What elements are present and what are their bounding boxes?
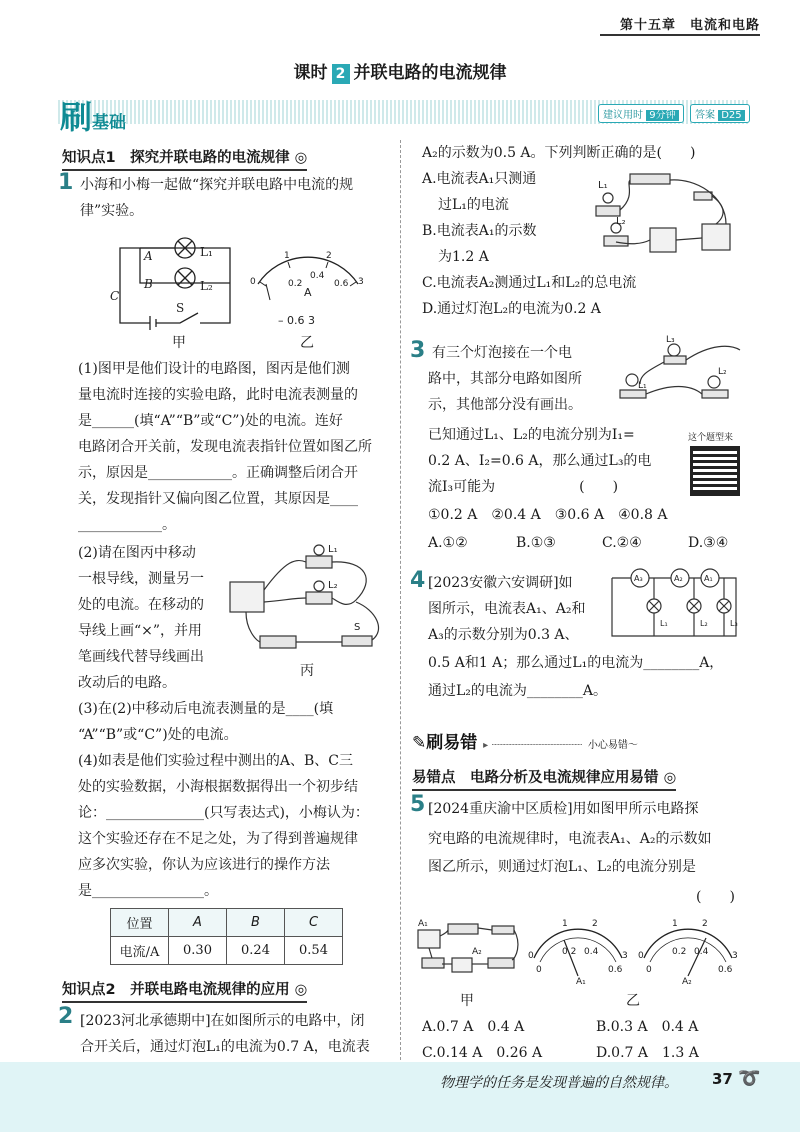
m1-tick-3: 3 <box>622 951 628 961</box>
footer-band <box>0 1062 800 1132</box>
q2-circuit-figure <box>586 166 746 262</box>
table-cell: 位置 <box>111 909 169 937</box>
q2-stem1: [2023河北承德期中]在如图所示的电路中，闭 <box>80 1013 365 1029</box>
tick-1: 1 <box>284 251 290 261</box>
q1-p2b: 一根导线，测量另一 <box>78 571 204 587</box>
footer-motto: 物理学的任务是发现普遍的自然规律。 <box>440 1075 678 1091</box>
bing-L2: L₂ <box>328 580 338 591</box>
q1-number: 1 <box>58 170 74 195</box>
q1-p2c: 处的电流。在移动的 <box>78 597 204 613</box>
q1-p3b: “A”“B”或“C”)处的电流。 <box>78 727 238 743</box>
qr-label: 这个题型来 <box>688 433 734 443</box>
section2-text: 刷易错 <box>426 733 478 753</box>
swirl-icon: ➰ <box>738 1068 761 1089</box>
table-cell: 0.54 <box>285 937 343 965</box>
answer-label: 答案 <box>695 110 715 121</box>
q5-optA: A.0.7 A 0.4 A <box>422 1019 525 1035</box>
q4-l4: 0.5 A和1 A；那么通过L₁的电流为________A， <box>428 655 724 671</box>
fig-yi-caption: 乙 <box>300 335 314 351</box>
m1-label: A₁ <box>576 977 586 986</box>
q3-L3: L₃ <box>666 335 675 345</box>
lesson-prefix: 课时 <box>293 63 328 83</box>
section2-title: ✎刷易错 ▸ ┈┈┈┈┈┈┈┈┈┈┈┈┈┈┈ 小心易错～ <box>412 733 638 753</box>
table-cell: C <box>285 909 343 937</box>
kp2-title <box>62 978 307 1003</box>
terminals: – 0.6 3 <box>278 314 315 327</box>
q3-optD: D.③④ <box>688 535 729 551</box>
q1-stem2: 律”实验。 <box>80 203 144 219</box>
m2-tick-2: 2 <box>702 919 708 929</box>
q2-stem3: A₂的示数为0.5 A。下列判断正确的是( ) <box>422 145 696 161</box>
q3-optC: C.②④ <box>602 535 642 551</box>
subtick-1: 0.2 <box>288 279 303 289</box>
m2-sub-1: 0.2 <box>672 947 687 957</box>
q1-stem1: 小海和小梅一起做“探究并联电路中电流的规 <box>80 177 354 193</box>
q1-p1e: 示，原因是____________。正确调整后闭合开 <box>78 465 358 481</box>
q1-p2a: (2)请在图丙中移动 <box>78 545 196 561</box>
q5-meter-A2 <box>636 916 740 986</box>
q5-A2: A₂ <box>472 947 482 957</box>
q3-l4: 已知通过L₁、L₂的电流分别为I₁= <box>428 427 635 443</box>
table-cell: 0.24 <box>227 937 285 965</box>
label-L1: L₁ <box>200 245 213 259</box>
section2-tagline: 小心易错～ <box>587 740 638 751</box>
table-cell: 电流/A <box>111 937 169 965</box>
q5-l4: ( ) <box>696 889 735 905</box>
lesson-number: 2 <box>332 64 350 84</box>
q4-A2: A₂ <box>674 574 683 583</box>
physical-circuit-bing <box>226 540 396 670</box>
label-S: S <box>176 301 185 315</box>
q1-p1c: 是______(填“A”“B”或“C”)处的电流。连好 <box>78 413 343 429</box>
q3-l2: 路中，其部分电路如图所 <box>428 371 582 387</box>
q5-circuit-jia <box>412 914 524 986</box>
q1-p4a: (4)如表是他们实验过程中测出的A、B、C三 <box>78 753 353 769</box>
q4-L2: L₂ <box>700 619 708 628</box>
m1-tick-1: 1 <box>562 919 568 929</box>
q3-bulb-figure <box>610 334 746 410</box>
q5-A1: A₁ <box>418 919 428 929</box>
q2-L1: L₁ <box>598 180 608 191</box>
answer-value: D25 <box>718 110 744 121</box>
subtick-2: 0.4 <box>310 271 325 281</box>
label-A: A <box>144 249 153 263</box>
time-label: 建议用时 <box>603 110 643 121</box>
q5-optB: B.0.3 A 0.4 A <box>596 1019 699 1035</box>
q5-number: 5 <box>410 792 426 817</box>
m1-sub-0: 0 <box>536 965 542 975</box>
q3-optB: B.①③ <box>516 535 556 551</box>
target-icon: ◎ <box>294 150 308 166</box>
data-table <box>110 908 343 965</box>
target-icon: ◎ <box>294 982 308 998</box>
q1-p1b: 量电流时连接的实验电路，此时电流表测量的 <box>78 387 358 403</box>
kp1-title <box>62 146 307 171</box>
q1-p4c: 论：______________(只写表达式)，小梅认为： <box>78 805 369 821</box>
tick-3: 3 <box>358 277 364 287</box>
q3-L1: L₁ <box>638 381 647 391</box>
page-number: 37 <box>712 1070 733 1088</box>
table-cell: A <box>169 909 227 937</box>
q5-l2: 究电路的电流规律时，电流表A₁、A₂的示数如 <box>428 831 712 847</box>
brand-main: 刷 <box>60 98 93 136</box>
q1-p2e: 笔画线代替导线画出 <box>78 649 204 665</box>
bing-L1: L₁ <box>328 544 338 555</box>
m2-tick-0: 0 <box>638 951 644 961</box>
q3-l6: 流I₃可能为 ( ) <box>428 479 619 495</box>
table-row <box>111 937 343 965</box>
q1-p1d: 电路闭合开关前，发现电流表指针位置如图乙所 <box>78 439 372 455</box>
q3-choices: ①0.2 A ②0.4 A ③0.6 A ④0.8 A <box>428 507 668 523</box>
time-chip <box>598 104 684 123</box>
m2-tick-1: 1 <box>672 919 678 929</box>
tick-2: 2 <box>326 251 332 261</box>
kp2-text: 知识点2 并联电路电流规律的应用 <box>62 982 290 998</box>
q2-optA2: 过L₁的电流 <box>438 197 509 213</box>
q2-stem2: 合开关后，通过灯泡L₁的电流为0.7 A，电流表 <box>80 1039 370 1055</box>
fig-bing-caption: 丙 <box>300 663 314 679</box>
pencil-icon: ✎ <box>412 733 427 753</box>
kp1-text: 知识点1 探究并联电路的电流规律 <box>62 150 290 166</box>
q1-p1f: 关，发现指针又偏向图乙位置，其原因是____ <box>78 491 358 507</box>
label-L2: L₂ <box>200 279 213 293</box>
m2-sub-0: 0 <box>646 965 652 975</box>
q1-p1g: ____________。 <box>78 517 176 533</box>
q4-circuit-figure <box>604 566 746 646</box>
m2-sub-3: 0.6 <box>718 965 733 975</box>
q4-number: 4 <box>410 568 426 593</box>
table-cell: B <box>227 909 285 937</box>
q4-l5: 通过L₂的电流为________A。 <box>428 683 608 699</box>
column-divider <box>400 140 401 1060</box>
m2-tick-3: 3 <box>732 951 738 961</box>
q3-L2: L₂ <box>718 367 727 377</box>
m1-sub-3: 0.6 <box>608 965 623 975</box>
q5-meter-A1 <box>526 916 630 986</box>
unit-A: A <box>304 286 312 299</box>
q5-l3: 图乙所示，则通过灯泡L₁、L₂的电流分别是 <box>428 859 696 875</box>
q1-p2d: 导线上画“×”，并用 <box>78 623 203 639</box>
m2-sub-2: 0.4 <box>694 947 709 957</box>
q5-optC: C.0.14 A 0.26 A <box>422 1045 543 1061</box>
q2-L2: L₂ <box>616 216 626 227</box>
label-B: B <box>144 277 153 291</box>
q5-optD: D.0.7 A 1.3 A <box>596 1045 699 1061</box>
answer-chip <box>690 104 750 123</box>
bing-S: S <box>354 622 361 633</box>
time-value: 9分钟 <box>646 110 678 121</box>
header-rule <box>600 34 760 36</box>
m1-tick-0: 0 <box>528 951 534 961</box>
q4-A3: A₃ <box>634 574 643 583</box>
qr-code[interactable] <box>690 446 740 496</box>
q4-l3: A₃的示数分别为0.3 A、 <box>428 627 579 643</box>
q3-number: 3 <box>410 338 426 363</box>
m1-sub-2: 0.4 <box>584 947 599 957</box>
q3-l5: 0.2 A、I₂=0.6 A，那么通过L₃的电 <box>428 453 652 469</box>
kp3-text: 易错点 电路分析及电流规律应用易错 <box>412 770 659 786</box>
q2-optB1: B.电流表A₁的示数 <box>422 223 537 239</box>
q5-fig-yi-caption: 乙 <box>626 993 640 1009</box>
brand-logo <box>60 92 126 138</box>
target-icon: ◎ <box>663 770 677 786</box>
m1-tick-2: 2 <box>592 919 598 929</box>
tick-0: 0 <box>250 277 256 287</box>
q3-optA: A.①② <box>428 535 468 551</box>
q4-l2: 图所示，电流表A₁、A₂和 <box>428 601 586 617</box>
q1-p1a: (1)图甲是他们设计的电路图，图丙是他们测 <box>78 361 350 377</box>
q1-p2f: 改动后的电路。 <box>78 675 176 691</box>
q5-fig-jia-caption: 甲 <box>460 993 474 1009</box>
q5-l1: [2024重庆渝中区质检]用如图甲所示电路探 <box>428 801 699 817</box>
fig-jia-caption: 甲 <box>172 335 186 351</box>
q3-l1: 有三个灯泡接在一个电 <box>432 345 572 361</box>
q3-l3: 示，其他部分没有画出。 <box>428 397 582 413</box>
circuit-diagram-jia <box>110 228 250 338</box>
table-cell: 0.30 <box>169 937 227 965</box>
q1-p4b: 处的实验数据，小海根据数据得出一个初步结 <box>78 779 358 795</box>
q4-L1: L₁ <box>660 619 668 628</box>
q4-L3: L₃ <box>730 619 738 628</box>
q1-p4f: 是________________。 <box>78 883 218 899</box>
q4-A1: A₁ <box>704 574 713 583</box>
lesson-title <box>0 58 800 84</box>
q1-p4d: 这个实验还存在不足之处，为了得到普遍规律 <box>78 831 358 847</box>
ammeter-dial-yi <box>248 244 368 334</box>
q1-p3a: (3)在(2)中移动后电流表测量的是____(填 <box>78 701 334 717</box>
brand-sub: 基础 <box>92 113 127 133</box>
chapter-header: 第十五章 电流和电路 <box>619 18 760 33</box>
lesson-name: 并联电路的电流规律 <box>353 63 507 83</box>
q1-p4e: 应多次实验，你认为应该进行的操作方法 <box>78 857 330 873</box>
q2-optA1: A.电流表A₁只测通 <box>422 171 537 187</box>
q2-optD: D.通过灯泡L₂的电流为0.2 A <box>422 301 601 317</box>
table-header-row <box>111 909 343 937</box>
q4-l1: [2023安徽六安调研]如 <box>428 575 573 591</box>
m2-label: A₂ <box>682 977 692 986</box>
kp3-title <box>412 766 676 791</box>
q2-optC: C.电流表A₂测通过L₁和L₂的总电流 <box>422 275 637 291</box>
q2-optB2: 为1.2 A <box>438 249 489 265</box>
label-C: C <box>110 289 120 303</box>
q2-number: 2 <box>58 1004 74 1029</box>
m1-sub-1: 0.2 <box>562 947 577 957</box>
subtick-3: 0.6 <box>334 279 349 289</box>
